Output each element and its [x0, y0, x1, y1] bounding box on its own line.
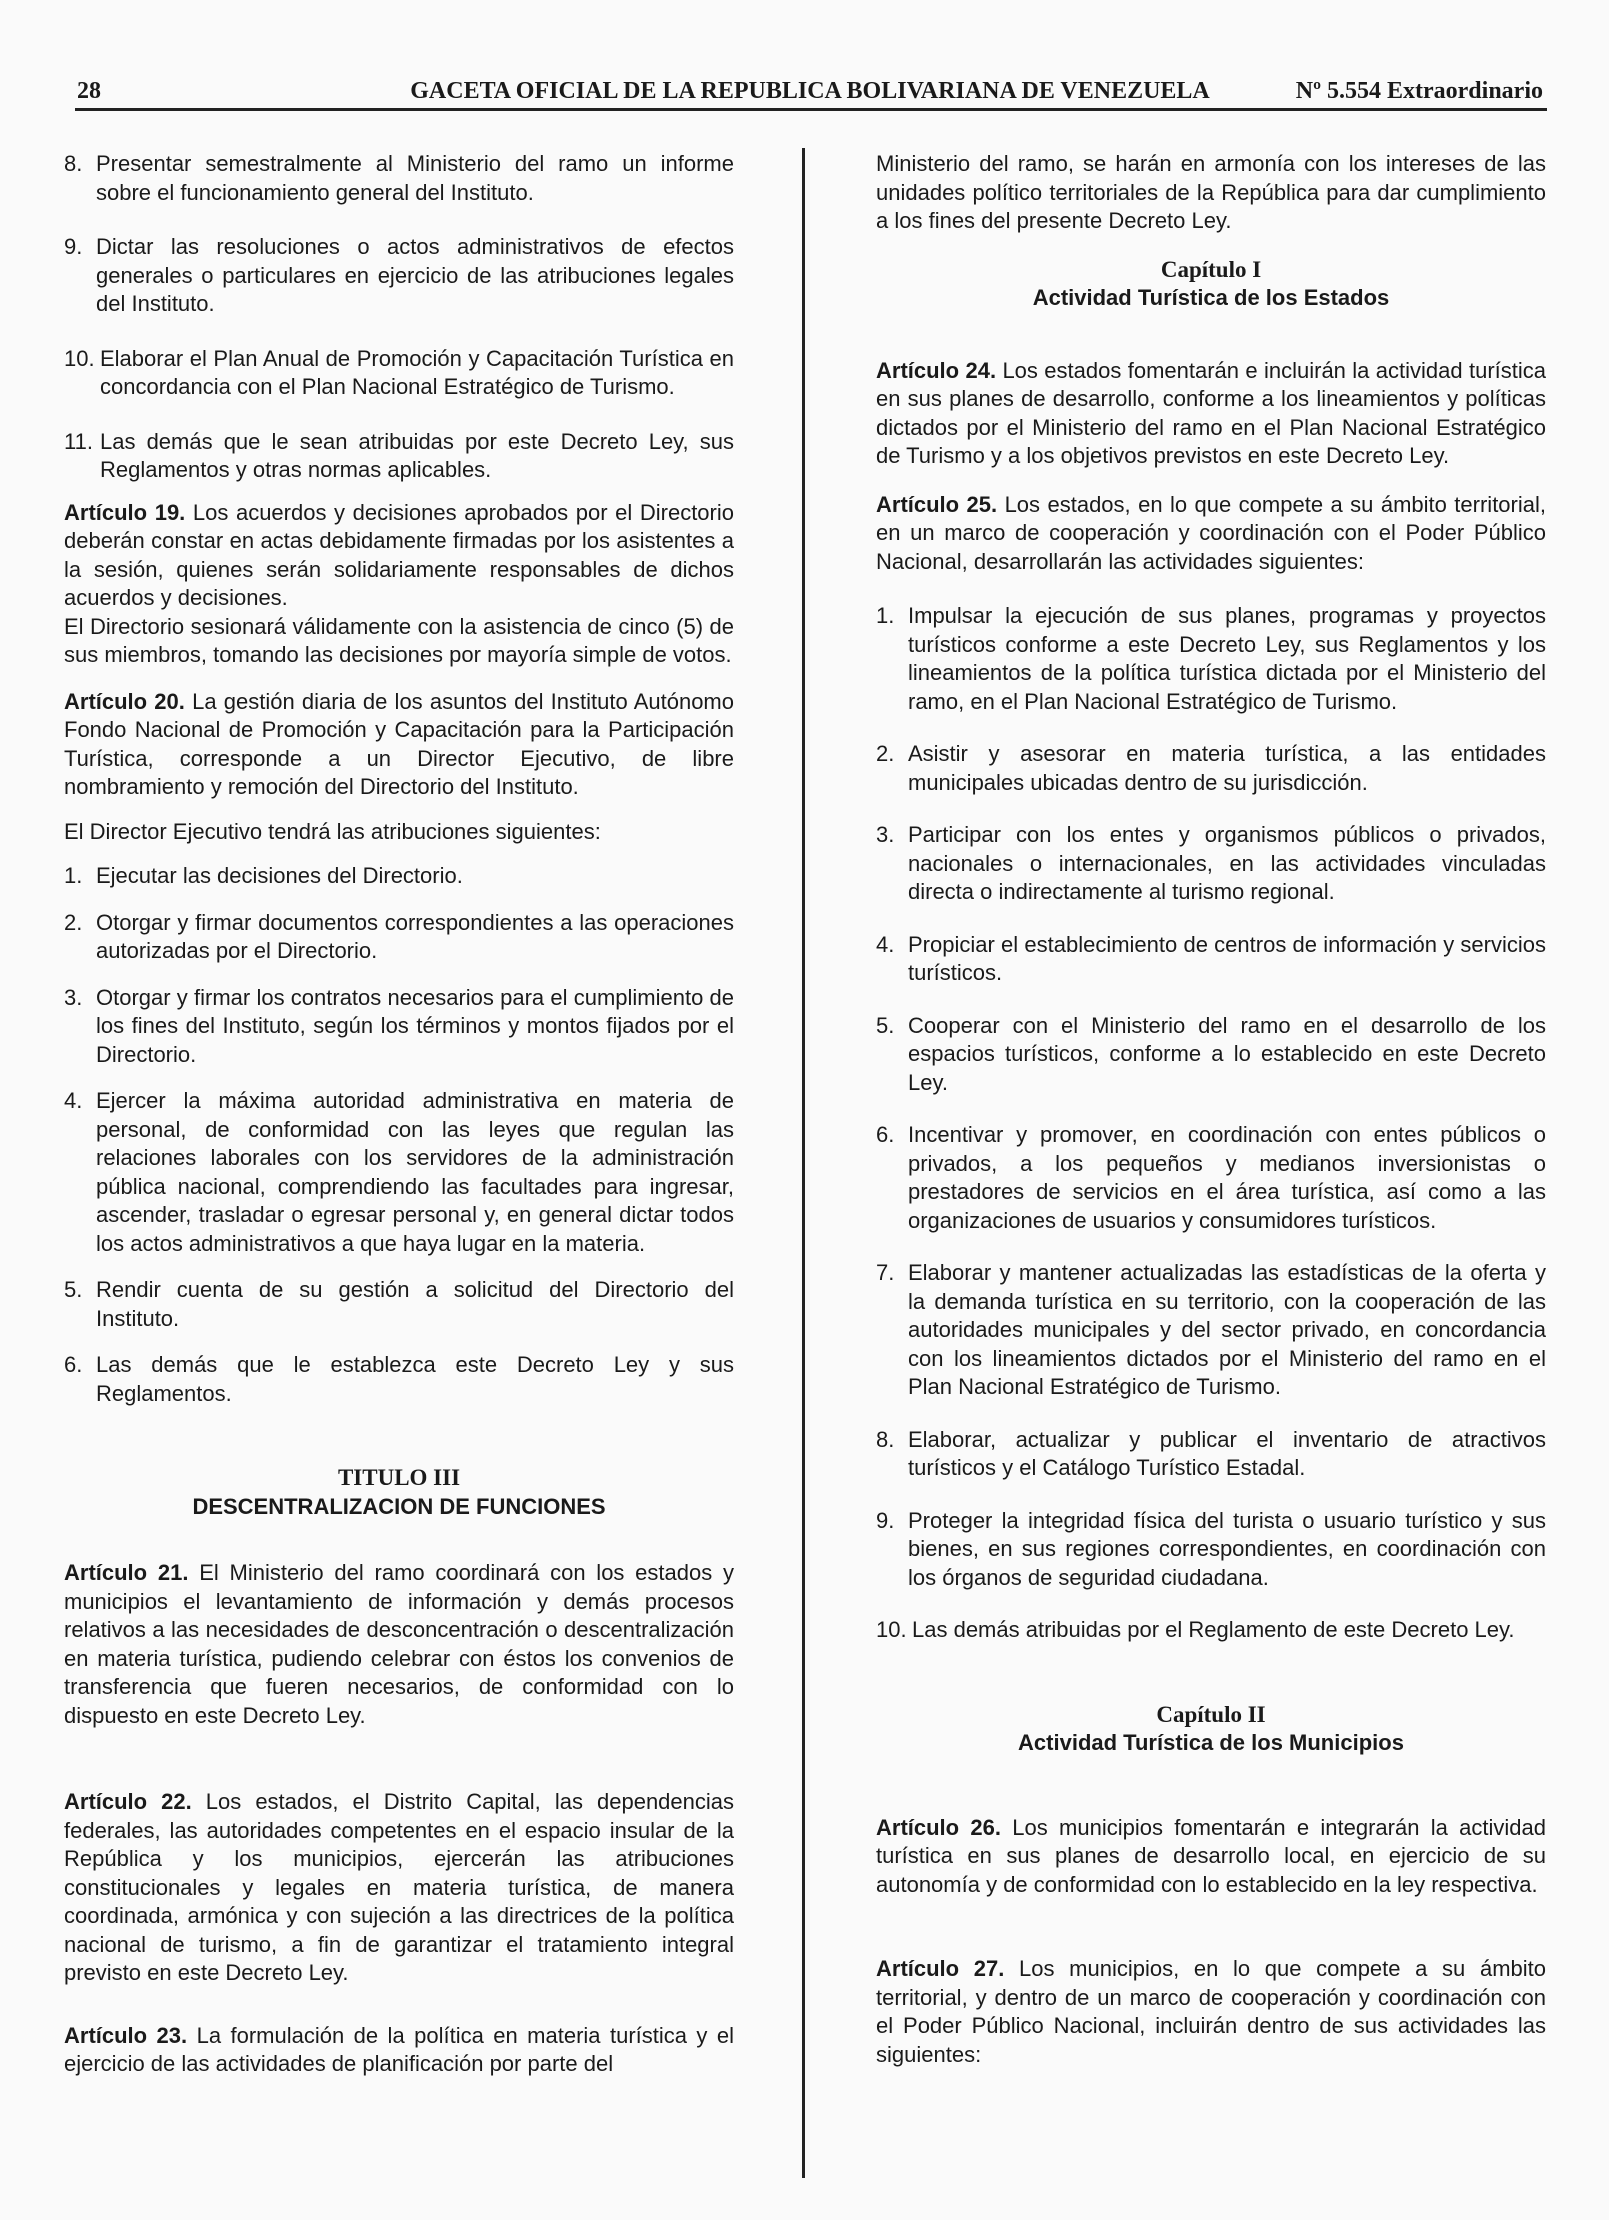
list-item: 4. Propiciar el establecimiento de centros de información y servicios turísticos.	[876, 931, 1546, 985]
article-19-paragraph-2: El Directorio sesionará válidamente con la asistencia de cinco (5) de sus miembros, tomando las decisiones por mayoría simple de votos.	[64, 613, 734, 667]
state-activities-list	[876, 602, 1546, 1645]
list-item: 3. Participar con los entes y organismos públicos o privados, nacionales o internacionales, en las actividades vinculadas directa o indirectamente al turismo regional.	[876, 822, 1546, 904]
column-divider	[802, 148, 805, 2178]
list-item: 8. Presentar semestralmente al Ministerio del ramo un informe sobre el funcionamiento general del Instituto.	[64, 151, 734, 205]
chapter-1-heading	[876, 256, 1546, 313]
list-item: 8. Elaborar, actualizar y publicar el inventario de atractivos turísticos y el Catálogo Turístico Estadal.	[876, 1426, 1546, 1480]
article-25: Artículo 25. Los estados, en lo que compete a su ámbito territorial, en un marco de cooperación y coordinación con el Poder Público Nacional, desarrollarán las actividades siguientes:	[876, 491, 1546, 574]
title-heading	[64, 1464, 734, 1521]
list-item: 9. Dictar las resoluciones o actos administrativos de efectos generales o particulares en ejercicio de las atribuciones legales del Instituto.	[64, 234, 734, 316]
article-23-continued: Ministerio del ramo, se harán en armonía con los intereses de las unidades político territoriales de la República para dar cumplimiento a los fines del presente Decreto Ley.	[876, 151, 1546, 233]
page-number: 28	[77, 78, 101, 104]
list-item: 10. Las demás atribuidas por el Reglamento de este Decreto Ley.	[876, 1617, 1515, 1642]
right-column	[876, 150, 1546, 2069]
list-item: 10. Elaborar el Plan Anual de Promoción y Capacitación Turística en concordancia con el Plan Nacional Estratégico de Turismo.	[64, 345, 734, 399]
article-19: Artículo 19. Los acuerdos y decisiones aprobados por el Directorio deberán constar en actas debidamente firmadas por los asistentes a la sesión, quienes serán solidariamente responsables de dichos acuerdos y decisiones.	[64, 499, 734, 610]
chapter-number: Capítulo II	[1156, 1701, 1266, 1727]
list-item: 6. Incentivar y promover, en coordinación con entes públicos o privados, a los pequeños y medianos inversionistas o prestadores de servicios en el área turística, así como a las organizaciones de usuarios y consumidores turísticos.	[876, 1122, 1546, 1233]
list-item: 1. Impulsar la ejecución de sus planes, programas y proyectos turísticos conforme a este Decreto Ley, sus Reglamentos y los lineamientos de la política turística dictada por el Ministerio del ramo, en el Plan Nacional Estratégico de Turismo.	[876, 603, 1546, 714]
list-item: 3. Otorgar y firmar los contratos necesarios para el cumplimiento de los fines del Instituto, según los términos y montos fijados por el Directorio.	[64, 984, 734, 1067]
director-intro: El Director Ejecutivo tendrá las atribuciones siguientes:	[64, 818, 601, 844]
chapter-name: Actividad Turística de los Estados	[1032, 285, 1390, 310]
list-item: 2. Otorgar y firmar documentos correspondientes a las operaciones autorizadas por el Directorio.	[64, 909, 734, 963]
chapter-number: Capítulo I	[1160, 256, 1262, 282]
issue-number: Nº 5.554 Extraordinario	[1295, 78, 1543, 104]
list-item: 9. Proteger la integridad física del turista o usuario turístico y sus bienes, en sus regiones correspondientes, en coordinación con los órganos de seguridad ciudadana.	[876, 1507, 1546, 1590]
article-23: Artículo 23. La formulación de la política en materia turística y el ejercicio de las actividades de planificación por parte del	[64, 2022, 734, 2076]
list-item: 5. Rendir cuenta de su gestión a solicitud del Directorio del Instituto.	[64, 1277, 734, 1331]
article-21: Artículo 21. El Ministerio del ramo coordinará con los estados y municipios el levantamiento de información y demás procesos relativos a las necesidades de desconcentración o descentralización en materia turística, pudiendo celebrar con éstos los convenios de transferencia que fueren necesarios, de conformidad con lo dispuesto en este Decreto Ley.	[64, 1560, 734, 1728]
gazette-title: GACETA OFICIAL DE LA REPUBLICA BOLIVARIANA DE VENEZUELA	[410, 78, 1210, 104]
attributions-list-continued	[64, 150, 734, 485]
chapter-2-heading	[876, 1701, 1546, 1758]
list-item: 6. Las demás que le establezca este Decreto Ley y sus Reglamentos.	[64, 1352, 734, 1406]
list-item: 5. Cooperar con el Ministerio del ramo en el desarrollo de los espacios turísticos, conforme a lo establecido en este Decreto Ley.	[876, 1012, 1546, 1095]
page-header	[75, 74, 1545, 108]
header-rule	[75, 108, 1547, 111]
list-item: 11. Las demás que le sean atribuidas por este Decreto Ley, sus Reglamentos y otras normas aplicables.	[64, 428, 734, 482]
list-item: 4. Ejercer la máxima autoridad administrativa en materia de personal, de conformidad con las leyes que regulan las relaciones laborales con los servidores de la administración pública nacional, comprendiendo las facultades para ingresar, ascender, trasladar o egresar personal y, en general dictar todos los actos administrativos a que haya lugar en la materia.	[64, 1088, 734, 1256]
left-column	[64, 150, 734, 2079]
article-24: Artículo 24. Los estados fomentarán e incluirán la actividad turística en sus planes de desarrollo, conforme a los lineamientos y políticas dictados por el Ministerio del ramo en el Plan Nacional Estratégico de Turismo y a los objetivos previstos en este Decreto Ley.	[876, 357, 1546, 468]
list-item: 7. Elaborar y mantener actualizadas las estadísticas de la oferta y la demanda turística en su territorio, con la cooperación de las autoridades municipales y del sector privado, en concordancia con los lineamientos dictados por el Ministerio del ramo en el Plan Nacional Estratégico de Turismo.	[876, 1260, 1546, 1399]
article-26: Artículo 26. Los municipios fomentarán e integrarán la actividad turística en sus planes de desarrollo local, en ejercicio de su autonomía y de conformidad con lo establecido en la ley respectiva.	[876, 1814, 1546, 1897]
title-number: TITULO III	[337, 1465, 461, 1490]
title-name: DESCENTRALIZACION DE FUNCIONES	[192, 1493, 606, 1519]
list-item: 1. Ejecutar las decisiones del Directorio.	[64, 863, 463, 888]
article-20: Artículo 20. La gestión diaria de los asuntos del Instituto Autónomo Fondo Nacional de Promoción y Capacitación para la Participación Turística, corresponde a un Director Ejecutivo, de libre nombramiento y remoción del Directorio del Instituto.	[64, 688, 734, 799]
article-27: Artículo 27. Los municipios, en lo que compete a su ámbito territorial, y dentro de un marco de cooperación y coordinación con el Poder Público Nacional, incluirán dentro de sus actividades las siguientes:	[876, 1956, 1546, 2067]
list-item: 2. Asistir y asesorar en materia turística, a las entidades municipales ubicadas dentro de su jurisdicción.	[876, 741, 1546, 795]
chapter-name: Actividad Turística de los Municipios	[1018, 1730, 1404, 1755]
article-22: Artículo 22. Los estados, el Distrito Capital, las dependencias federales, las autoridades competentes en el espacio insular de la República y los municipios, ejercerán las atribuciones constitucionales y legales en materia turística, de manera coordinada, armónica y con sujeción a las directrices de la política nacional de turismo, a fin de garantizar el tratamiento integral previsto en este Decreto Ley.	[64, 1789, 735, 1985]
director-attributions-list	[64, 862, 734, 1408]
